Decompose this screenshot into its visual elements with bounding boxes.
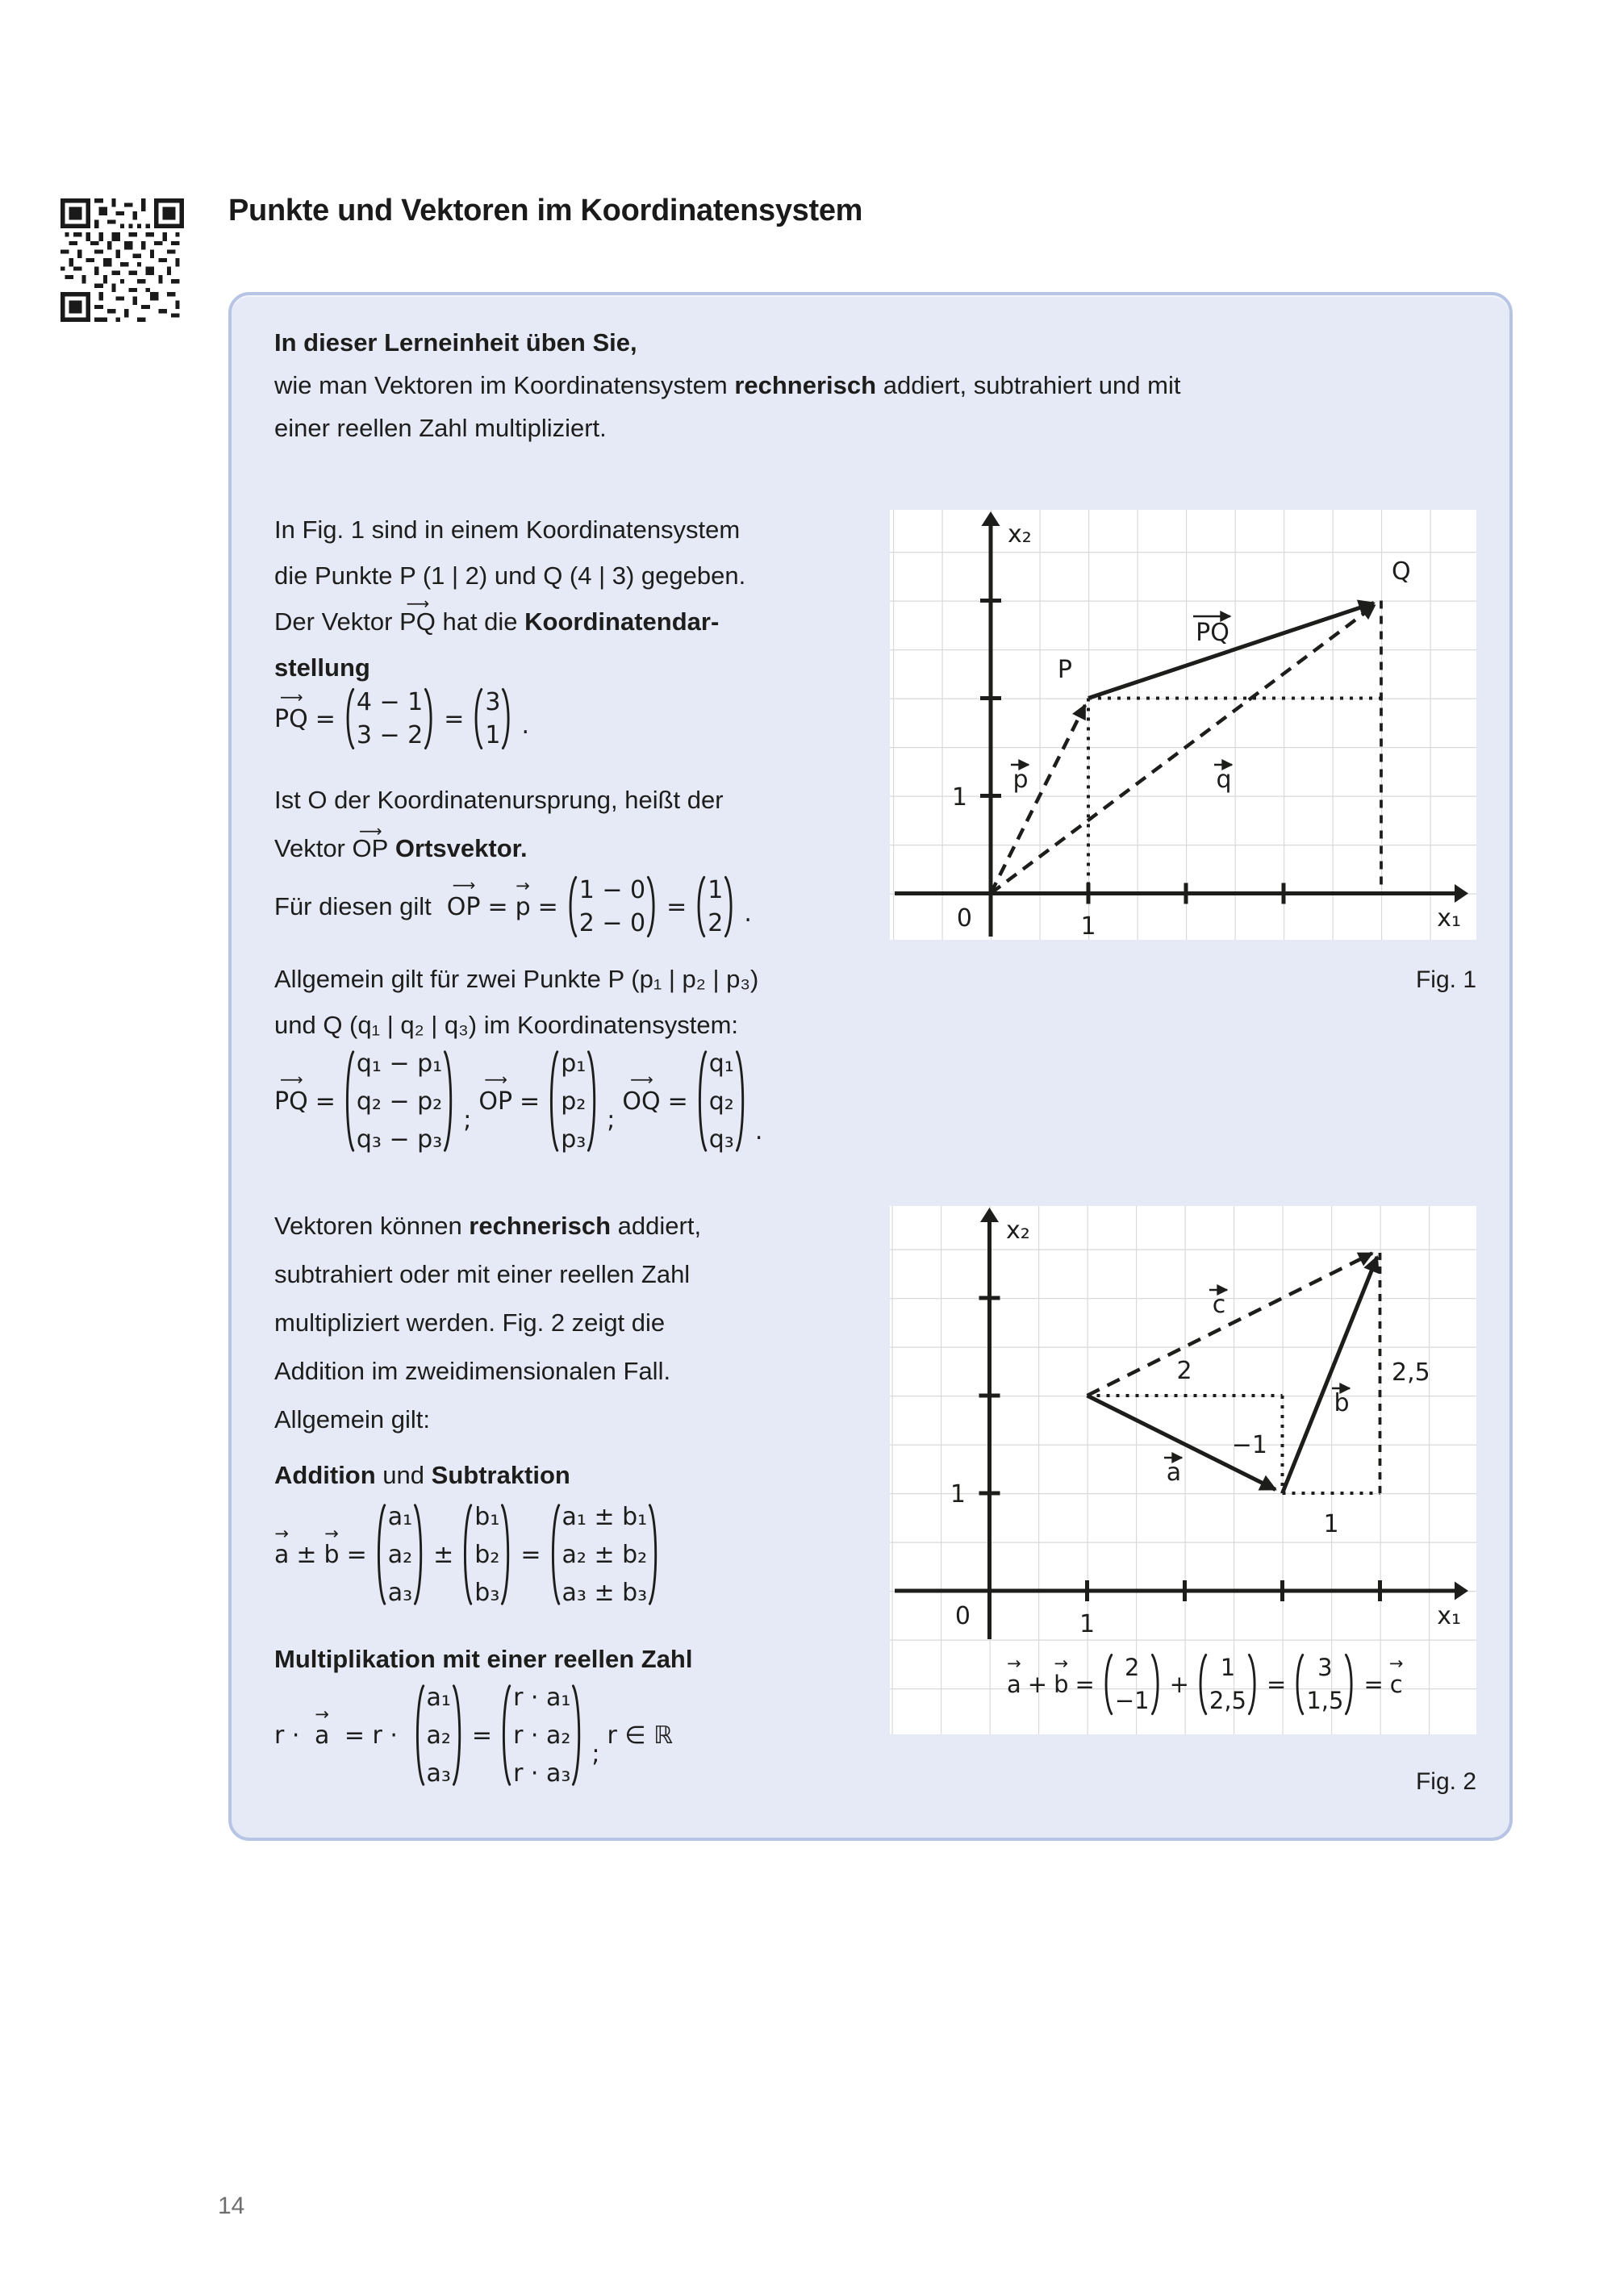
paren-right [500,682,514,756]
fig1-vector-p-label: p [1012,766,1029,794]
matrix-cell: 1,5 [1306,1687,1344,1714]
figure-1 [890,510,1476,940]
matrix-cell: 2 − 0 [578,909,646,937]
heading-addition-subtraction [274,1452,895,1498]
vector-b: → b [1054,1671,1068,1698]
f5-pre: r · [274,1721,307,1750]
matrix-cell: 1 − 0 [578,876,646,904]
intro-paragraph [274,321,1307,449]
matrix-cell: 2 [708,909,724,937]
intro-line1: In dieser Lerneinheit üben Sie, [274,328,637,357]
fig1-point-p-label: P [1057,656,1072,684]
matrix [549,1494,662,1615]
matrix [374,1494,426,1615]
matrix-cell: q₂ − p₂ [356,1087,443,1116]
matrix [499,1675,584,1796]
plus-minus: ± [296,1540,317,1569]
vector-pq: ⟶ PQ [274,705,308,733]
f2-lead-text: Für diesen gilt [274,892,432,920]
p3-line2: und Q (q₁ | q₂ | q₃) im Koordinatensystem: [274,1011,739,1039]
p1-line2: die Punkte P (1 | 2) und Q (4 | 3) gegeben. [274,561,746,590]
paren-left [1196,1647,1209,1721]
matrix-cell: q₂ [708,1087,734,1116]
p4-line1a: Vektoren können [274,1212,470,1240]
vector-pq: ⟶ PQ [274,1087,308,1116]
fig2-ytick1-label: 1 [950,1480,966,1509]
formula-addition-subtraction [274,1494,661,1615]
paren-left [549,1494,562,1615]
p1-line3-bold: Koordinatendar- [524,607,720,636]
p4-line4: Addition im zweidimensionalen Fall. [274,1357,671,1385]
f5-condition: r ∈ ℝ [607,1721,673,1750]
equals: = [520,1540,541,1569]
matrix [343,1041,456,1162]
period: . [754,1117,763,1146]
matrix-cell: r · a₂ [513,1721,571,1750]
period: . [744,899,752,928]
formula-general [274,1041,762,1162]
vector-p: → p [516,893,531,921]
paren-left [1101,1647,1115,1721]
vector-a: → a [1007,1671,1021,1698]
paren-right [423,682,436,756]
matrix-cell: −1 [1114,1687,1150,1714]
p1-line3a: Der Vektor [274,607,400,636]
matrix-cell: a₃ [387,1578,413,1607]
h2-bold: Multiplikation mit einer reellen Zahl [274,1645,693,1673]
fig1-vector-pq-label: PQ [1196,619,1229,647]
matrix-cell: q₁ − p₁ [356,1049,443,1078]
matrix-cell: q₃ − p₃ [356,1125,443,1154]
paren-left [1292,1647,1306,1721]
paren-left [471,682,485,756]
p3-line1: Allgemein gilt für zwei Punkte P (p₁ | p₂ | p₃) [274,965,759,993]
h1-bold-a: Addition [274,1461,376,1489]
paren-left [343,682,357,756]
vector-a: → a [274,1541,289,1569]
fig2-origin-label: 0 [954,1602,971,1630]
equals: = [487,892,508,921]
vector-oq: ⟶ OQ [622,1087,660,1116]
fig2-xtick1-label: 1 [1079,1610,1096,1638]
matrix [695,1041,748,1162]
figure-2-caption: Fig. 2 [1415,1768,1476,1795]
paren-right [1246,1647,1260,1721]
fig1-plot [890,510,1476,940]
matrix [694,870,737,944]
intro-line2c: addiert, subtrahiert und mit [876,371,1181,399]
paren-left [343,1041,357,1162]
paren-right [412,1494,426,1615]
paren-right [647,1494,661,1615]
formula-pq-example [274,682,529,756]
paren-left [374,1494,388,1615]
paren-right [586,1041,599,1162]
paren-right [442,1041,456,1162]
fig2-x2-label: x₂ [1006,1216,1030,1245]
vector-a: → a [315,1721,329,1750]
matrix-cell: 3 [1317,1654,1333,1681]
vector-op: ⟶ OP [478,1087,512,1116]
matrix-cell: 2 [1124,1654,1140,1681]
vector-c: → c [1390,1671,1403,1698]
paren-right [1343,1647,1357,1721]
fig1-grid [890,510,1476,940]
paren-left [499,1675,513,1796]
paren-right [645,870,659,944]
matrix-cell: 2,5 [1209,1687,1247,1714]
paren-left [547,1041,561,1162]
formula-fig2-addition [1007,1647,1403,1721]
fig2-comp-m1-label: −1 [1231,1431,1267,1459]
matrix-cell: a₃ [426,1759,451,1788]
intro-line2a: wie man Vektoren im Koordinatensystem [274,371,735,399]
paren-right [723,870,737,944]
semicolon: ; [463,1106,472,1134]
matrix [566,870,659,944]
matrix [413,1675,465,1796]
p1-line1: In Fig. 1 sind in einem Koordinatensystem [274,515,741,544]
fig2-vector-a-label: a [1166,1458,1182,1487]
matrix-cell: 4 − 1 [356,688,424,716]
matrix-cell: b₃ [474,1578,500,1607]
matrix-cell: p₂ [561,1087,587,1116]
p1-line3b: hat die [435,607,525,636]
matrix-cell: a₁ ± b₁ [562,1502,648,1531]
fig1-x1-label: x₁ [1437,904,1461,933]
fig2-comp2-label: 2 [1176,1357,1192,1385]
equals: = [471,1721,493,1750]
matrix-cell: q₁ [708,1049,734,1078]
paragraph-fig1 [274,507,895,691]
paren-left [694,870,708,944]
equals: = [444,704,465,733]
semicolon: ; [591,1740,600,1768]
matrix-cell: p₃ [561,1125,587,1154]
matrix-cell: a₂ [426,1721,451,1750]
period: . [521,712,530,740]
matrix [1101,1647,1163,1721]
matrix-cell: 1 [485,721,501,749]
p2-line2a: Vektor [274,834,353,862]
p2-line1: Ist O der Koordinatenursprung, heißt der [274,786,724,814]
vector-b: → b [324,1541,340,1569]
paragraph-arithmetic [274,1202,895,1444]
vector-op: ⟶ OP [447,893,481,921]
equals: = [520,1087,541,1116]
plus: + [1027,1671,1048,1698]
matrix-cell: b₂ [474,1540,500,1569]
matrix-cell: a₁ [426,1683,451,1712]
paren-left [461,1494,474,1615]
fig1-ytick1-label: 1 [951,783,967,812]
fig1-vector-q-label: q [1216,766,1232,794]
vector-pq: ⟶ PQ [399,599,436,645]
paren-right [570,1675,584,1796]
p4-line1c: addiert, [611,1212,702,1240]
equals: = [537,892,558,921]
matrix-cell: p₁ [561,1049,587,1078]
matrix-cell: r · a₃ [513,1759,571,1788]
fig2-comp25-label: 2,5 [1392,1358,1430,1387]
paren-right [499,1494,513,1615]
intro-line3: einer reellen Zahl multipliziert. [274,414,607,442]
p1-line4-bold: stellung [274,653,370,682]
matrix [343,682,436,756]
p4-line2: subtrahiert oder mit einer reellen Zahl [274,1260,691,1288]
matrix-cell: q₃ [708,1125,734,1154]
fig1-point-q-label: Q [1392,557,1411,586]
paren-left [413,1675,427,1796]
matrix-cell: a₂ ± b₂ [562,1540,648,1569]
fig2-comp1-label: 1 [1323,1510,1339,1538]
f5-mid: = r · [336,1721,406,1750]
paren-left [566,870,579,944]
matrix [461,1494,513,1615]
formula-scalar-multiplication [274,1675,673,1796]
equals: = [1267,1671,1287,1698]
matrix [1196,1647,1260,1721]
matrix-cell: b₁ [474,1502,500,1531]
paragraph-general [274,956,895,1048]
fig2-x1-label: x₁ [1437,1602,1461,1630]
matrix-cell: a₂ [387,1540,413,1569]
matrix-cell: 1 [1220,1654,1236,1681]
paren-right [451,1675,465,1796]
page-number: 14 [218,2193,245,2219]
equals: = [315,1087,336,1116]
vector-op: ⟶ OP [353,824,389,873]
h1-bold-b: Subtraktion [431,1461,570,1489]
paren-left [695,1041,709,1162]
equals: = [1075,1671,1095,1698]
p2-line2-bold: Ortsvektor. [388,834,528,862]
plus: + [1169,1671,1189,1698]
p4-line3: multipliziert werden. Fig. 2 zeigt die [274,1308,666,1337]
formula-op-example [274,870,752,944]
matrix-cell: 1 [708,876,724,904]
plus-minus: ± [433,1540,454,1569]
equals: = [666,892,687,921]
h1-plain: und [375,1461,432,1489]
paren-right [1150,1647,1163,1721]
fig2-vector-c-label: c [1212,1291,1226,1319]
matrix-cell: r · a₁ [513,1683,571,1712]
fig1-x2-label: x₂ [1008,520,1032,549]
page-title: Punkte und Vektoren im Koordinatensystem [228,194,863,227]
matrix-cell: a₃ ± b₃ [562,1578,648,1607]
matrix-cell: 3 − 2 [356,721,424,749]
qr-code [61,198,184,322]
p4-line1-bold: rechnerisch [469,1212,612,1240]
equals: = [346,1540,367,1569]
paren-right [734,1041,748,1162]
fig2-vector-b-label: b [1334,1389,1350,1417]
matrix-cell: 3 [485,688,501,716]
paragraph-origin [274,776,895,873]
equals: = [1363,1671,1384,1698]
intro-line2-bold: rechnerisch [734,371,877,399]
equals: = [315,704,336,733]
equals: = [667,1087,688,1116]
matrix [547,1041,599,1162]
fig1-xtick1-label: 1 [1080,912,1096,940]
figure-1-caption: Fig. 1 [1415,966,1476,993]
fig1-origin-label: 0 [956,904,972,933]
matrix [471,682,514,756]
p4-line5: Allgemein gilt: [274,1405,430,1433]
matrix-cell: a₁ [387,1502,413,1531]
matrix [1292,1647,1357,1721]
semicolon: ; [607,1106,616,1134]
